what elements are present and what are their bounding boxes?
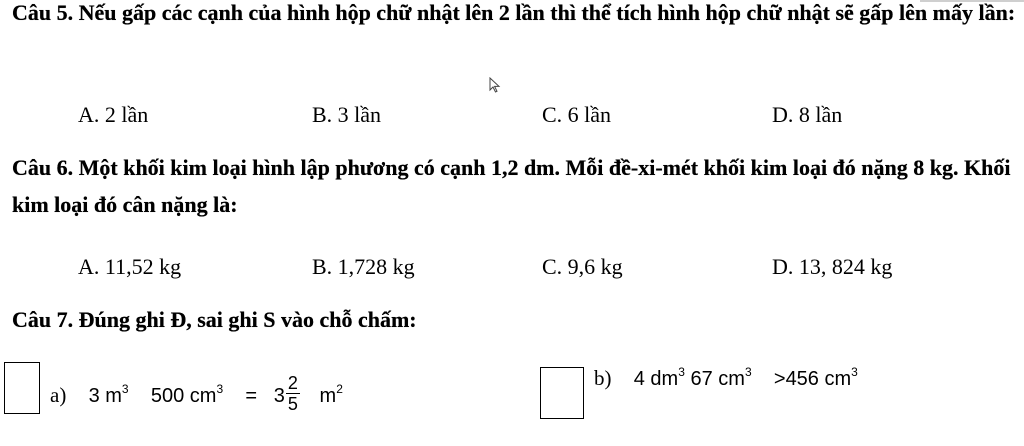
statement-a-rhs-unit: m	[319, 384, 337, 407]
answer-box-a[interactable]	[4, 362, 40, 414]
statement-a-rhs-exp: 2	[336, 381, 343, 396]
statement-a-exp1: 3	[121, 381, 129, 396]
fraction-numerator: 2	[287, 373, 298, 393]
statement-b-exp2: 3	[744, 365, 752, 379]
statement-a-rhs-whole: 3	[273, 384, 285, 407]
statement-b-rhs-value: 456	[785, 368, 819, 390]
q5-option-a[interactable]: A. 2 lần	[78, 102, 149, 127]
q5-option-c[interactable]: C. 6 lần	[542, 102, 612, 127]
statement-b-lhs-value2: 67	[690, 368, 713, 390]
fraction-denominator: 5	[287, 394, 298, 414]
statement-a	[50, 373, 343, 417]
statement-b-lhs-value1: 4	[633, 368, 645, 390]
mouse-pointer-icon	[489, 77, 501, 93]
statement-b-label: b)	[594, 366, 612, 390]
statement-b-lhs-unit2: cm	[718, 368, 745, 390]
q6-option-c[interactable]: C. 9,6 kg	[542, 254, 623, 279]
q6-option-b[interactable]: B. 1,728 kg	[312, 254, 415, 279]
statement-b-relation: >	[773, 368, 786, 390]
statement-a-lhs-value1: 3	[88, 384, 100, 407]
statement-a-label: a)	[50, 382, 67, 407]
statement-b	[594, 366, 858, 391]
statement-a-lhs-unit2: cm	[189, 384, 217, 407]
q5-option-b[interactable]: B. 3 lần	[312, 102, 382, 127]
statement-b-rhs-exp: 3	[851, 365, 858, 379]
statement-b-exp1: 3	[678, 365, 685, 379]
statement-b-lhs-unit1: dm	[650, 368, 679, 390]
q6-option-a[interactable]: A. 11,52 kg	[78, 254, 182, 279]
statement-a-fraction	[286, 373, 300, 414]
statement-a-relation: =	[245, 384, 258, 407]
answer-box-b[interactable]	[540, 367, 584, 419]
q6-option-d[interactable]: D. 13, 824 kg	[772, 254, 893, 279]
statement-a-lhs-value2: 500	[150, 384, 185, 407]
statement-a-lhs-unit1: m	[105, 384, 122, 407]
question-5-text: Câu 5. Nếu gấp các cạnh của hình hộp chữ nhật lên 2 lần thì thể tích hình hộp chữ nhật sẽ gấp lên mấy lần:	[12, 0, 1016, 25]
question-7-text: Câu 7. Đúng ghi Đ, sai ghi S vào chỗ chấm:	[12, 307, 417, 332]
statement-b-rhs-unit: cm	[824, 368, 852, 390]
q5-option-d[interactable]: D. 8 lần	[772, 102, 843, 127]
question-6-text: Câu 6. Một khối kim loại hình lập phương có cạnh 1,2 dm. Mỗi đề-xi-mét khối kim loại đó nặng 8 kg. Khối kim loại đó cân nặng là:	[12, 155, 1011, 217]
statement-a-exp2: 3	[216, 381, 224, 396]
